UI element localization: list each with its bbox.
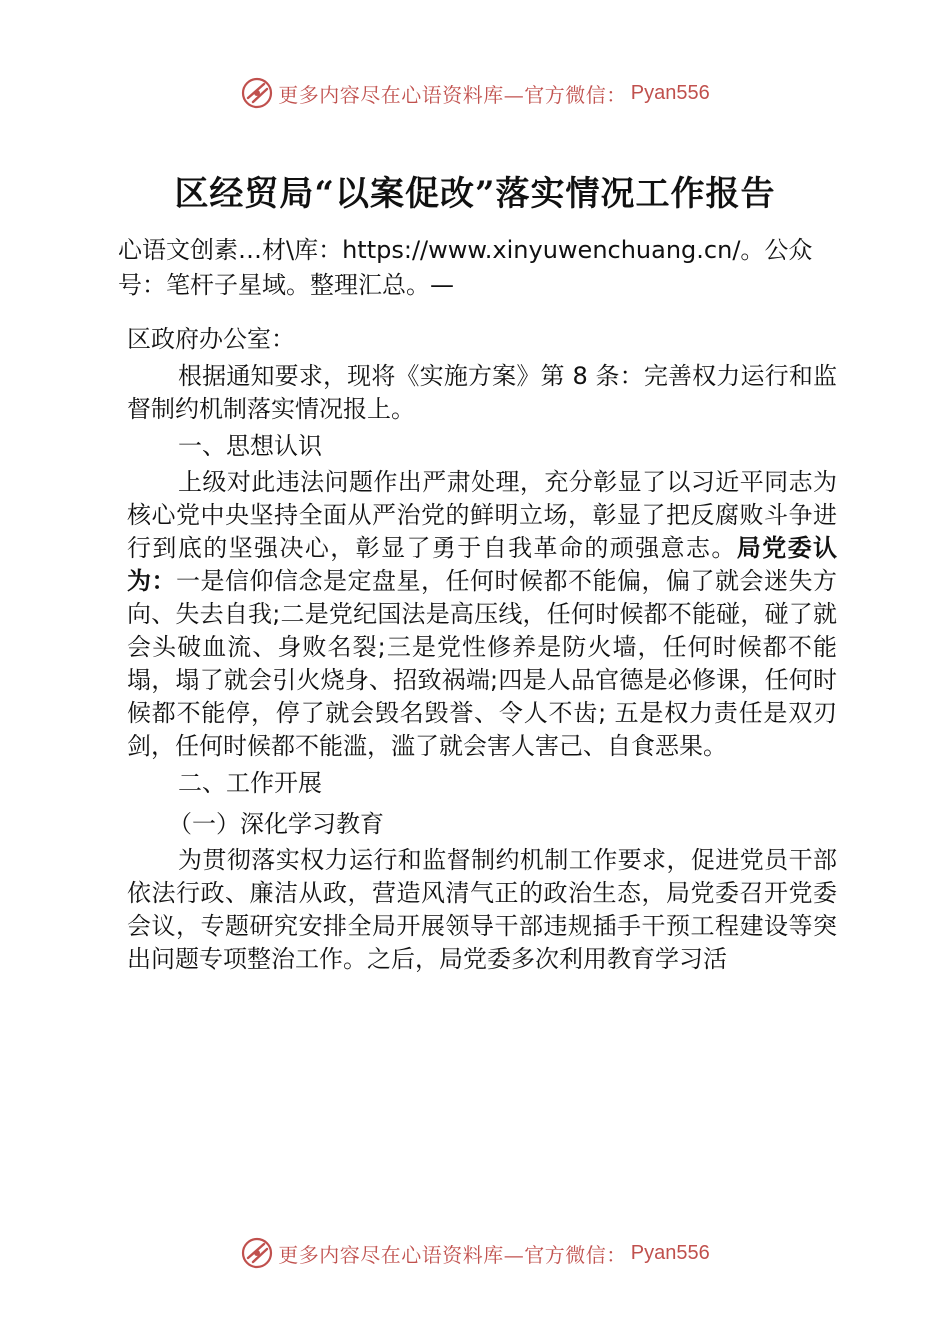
section1-bold-text: 局党委认为： <box>127 534 838 595</box>
intro-paragraph: 根据通知要求，现将《实施方案》第 8 条：完善权力运行和监督制约机制落实情况报上。 <box>127 362 837 423</box>
section1-paragraph <box>127 466 837 763</box>
addressee: 区政府办公室： <box>127 325 295 353</box>
seal-logo-icon <box>240 1236 274 1270</box>
section1-text-a: 上级对此违法问题作出严肃处理，充分彰显了以习近平同志为核心党中央坚持全面从严治党的鲜明立场，彰显了把反腐败斗争进行到底的坚强决心，彰显了勇于自我革命的顽强意志。 <box>127 468 837 562</box>
watermark-banner-top <box>0 73 950 113</box>
watermark-text: 更多内容尽在心语资料库—官方微信： <box>278 1242 627 1267</box>
seal-logo-icon <box>240 76 274 110</box>
section-heading-2: 二、工作开展 <box>178 769 322 797</box>
subsection-heading-1: （一）深化学习教育 <box>168 810 384 838</box>
document-title: 区经贸局“以案促改”落实情况工作报告 <box>174 174 776 214</box>
section-heading-1: 一、思想认识 <box>178 432 322 460</box>
watermark-text: 更多内容尽在心语资料库—官方微信： <box>278 82 627 107</box>
source-line: 心语文创素…材\库：https://www.xinyuwenchuang.cn/。公众号：笔杆子星域。整理汇总。— <box>118 236 813 299</box>
watermark-banner-bottom <box>0 1233 950 1273</box>
document-body <box>127 323 837 976</box>
watermark-wechat-id: Pyan556 <box>630 81 710 104</box>
section1-text-b: 一是信仰信念是定盘星，任何时候都不能偏，偏了就会迷失方向、失去自我;二是党纪国法是高压线，任何时候都不能碰，碰了就会头破血流、身败名裂;三是党性修养是防火墙，任何时候都不能塌，塌了就会引火烧身、招致祸端;四是人品官德是必修课，任何时候都不能停，停了就会毁名毁誉、令人不齿; 五是权力责任是双刃剑，任何时候都不能滥，滥了就会害人害己、自食恶果。 <box>127 567 837 760</box>
subsection1-paragraph: 为贯彻落实权力运行和监督制约机制工作要求，促进党员干部依法行政、廉洁从政，营造风清气正的政治生态，局党委召开党委会议，专题研究安排全局开展领导干部违规插手干预工程建设等突出问题专项整治工作。之后，局党委多次利用教育学习活 <box>127 846 837 973</box>
watermark-wechat-id: Pyan556 <box>630 1241 710 1264</box>
